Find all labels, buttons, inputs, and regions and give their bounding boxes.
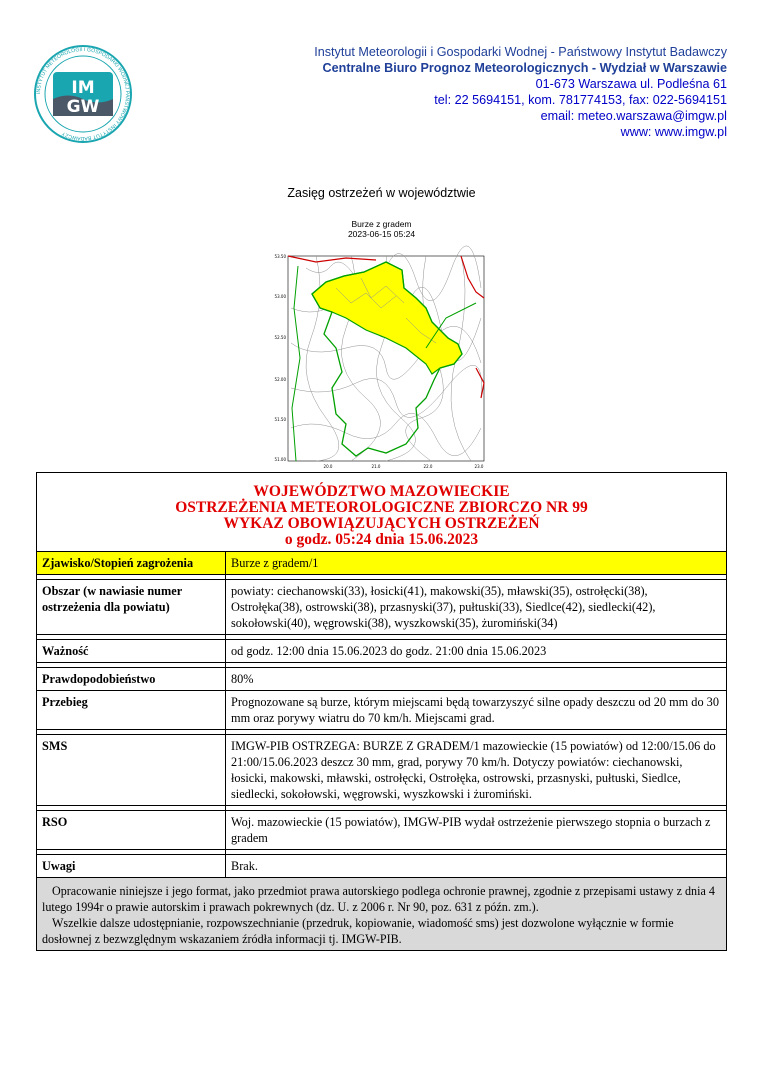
lat-tick: 53.50 [274,254,286,259]
logo-ring-text: INSTYTUT METEOROLOGII I GOSPODARKI WODNEJ PAŃSTWOWY INSTYTUT BADAWCZY [35,46,131,142]
row-value: od godz. 12:00 dnia 15.06.2023 do godz. 21:00 dnia 15.06.2023 [226,640,727,663]
list-title: WYKAZ OBOWIĄZUJĄCYCH OSTRZEŻEŃ [223,515,540,532]
row-value: 80% [226,668,727,691]
lat-tick: 51.00 [274,457,286,462]
warning-title [37,473,727,552]
table-row [37,640,727,663]
table-row [37,668,727,691]
row-label: Przebieg [37,691,226,730]
map-timestamp: 2023-06-15 05:24 [347,229,416,239]
email-link[interactable]: email: meteo.warszawa@imgw.pl [540,109,727,123]
row-label: Prawdopodobieństwo [37,668,226,691]
svg-text:GW: GW [66,97,100,117]
row-label: Obszar (w nawiasie numer ostrzeżenia dla powiatu) [37,580,226,635]
issue-time: o godz. 05:24 dnia 15.06.2023 [284,531,479,548]
phone: tel: 22 5694151, kom. 781774153, fax: 022-5694151 [434,93,727,107]
svg-text:IM: IM [71,78,95,98]
warning-number: OSTRZEŻENIA METEOROLOGICZNE ZBIORCZO NR 99 [175,499,588,516]
warning-table [36,472,727,951]
row-label: SMS [37,735,226,806]
copyright-note [37,878,727,951]
institute-header [314,44,727,140]
lat-tick: 53.00 [274,294,286,299]
lon-tick: 21.0 [371,464,381,469]
lon-tick: 23.0 [474,464,484,469]
table-row [37,735,727,806]
row-value: Brak. [226,855,727,878]
table-row [37,811,727,850]
bureau-name: Centralne Biuro Prognoz Meteorologicznych - Wydział w Warszawie [322,61,727,75]
table-row [37,580,727,635]
lon-tick: 20.0 [323,464,333,469]
lat-tick: 52.00 [274,377,286,382]
redistribution-text: Wszelkie dalsze udostępnianie, rozpowszechnianie (przedruk, kopiowanie, wiadomość sms) jest dozwolone wyłącznie w formie dosłownej z bezwzględnym wskazaniem źródła informacji tj. IMGW-PIB. [42,916,674,946]
province-title: WOJEWÓDZTWO MAZOWIECKIE [253,483,510,500]
row-value: Prognozowane są burze, którym miejscami będą towarzyszyć silne opady deszczu od 20 mm do 30 mm oraz porywy wiatru do 70 km/h. Miejscami grad. [226,691,727,730]
row-value: powiaty: ciechanowski(33), łosicki(41), makowski(35), mławski(35), ostrołęcki(38), Ostrołęka(38), ostrowski(38), przasnyski(37), pułtuski(33), Siedlce(42), siedlecki(42), sokołowski(40), węgrowski(38), wyszkowski(35), żuromiński(34) [226,580,727,635]
row-label: RSO [37,811,226,850]
copyright-text: Opracowanie niniejsze i jego format, jako przedmiot prawa autorskiego podlega ochronie prawnej, zgodnie z przepisami ustawy z dnia 4 lutego 1994r o prawie autorskim i prawach pokrewnych (dz. U. z 2006 r. Nr 90, poz. 631 z późn. zm.). [42,884,715,914]
map-phenomenon: Burze z gradem [351,219,412,229]
imgw-logo [33,44,133,144]
table-row [37,691,727,730]
row-label: Ważność [37,640,226,663]
lat-tick: 52.50 [274,335,286,340]
map-caption: Zasięg ostrzeżeń w województwie [287,186,476,200]
row-label: Zjawisko/Stopień zagrożenia [37,552,226,575]
institute-name: Instytut Meteorologii i Gospodarki Wodnej - Państwowy Instytut Badawczy [314,45,727,59]
row-value: Woj. mazowieckie (15 powiatów), IMGW-PIB wydał ostrzeżenie pierwszego stopnia o burzach z gradem [226,811,727,850]
table-row [37,855,727,878]
table-row [37,552,727,575]
row-value: Burze z gradem/1 [226,552,727,575]
lat-tick: 51.50 [274,417,286,422]
website-link[interactable]: www: www.imgw.pl [620,125,727,139]
lon-tick: 22.0 [423,464,433,469]
row-value: IMGW-PIB OSTRZEGA: BURZE Z GRADEM/1 mazowieckie (15 powiatów) od 12:00/15.06 do 21:00/15.06.2023 deszcz 30 mm, grad, porywy 70 km/h. Dotyczy powiatów: ciechanowski, łosicki, makowski, mławski, ostrołęcki, Ostrołęka, ostrowski, przasnyski, pułtuski, Siedlce, siedlecki, sokołowski, węgrowski, wyszkowski i żuromiński. [226,735,727,806]
warning-map [276,248,496,473]
address: 01-673 Warszawa ul. Podleśna 61 [535,77,727,91]
map-title [0,219,763,239]
row-label: Uwagi [37,855,226,878]
